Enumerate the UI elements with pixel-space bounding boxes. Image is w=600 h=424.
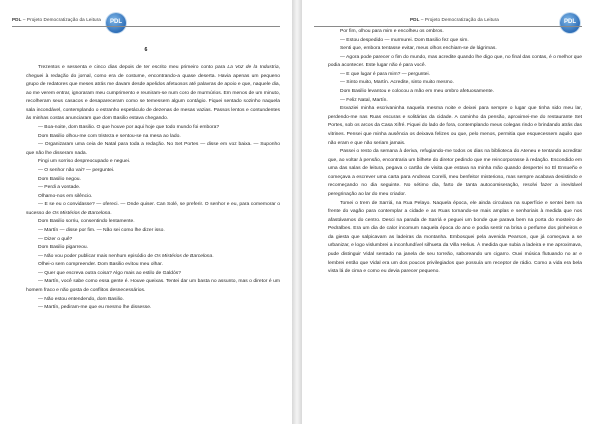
page-number: 6: [144, 47, 148, 53]
paragraph-text: Passei o resto da semana à deriva, refugiando-me todos os dias na biblioteca do Ateneu e tentando acreditar que, ao voltar à pensão, encontraria um bilhete do diretor pedindo que me reincorporasse à redação. Escondido em uma das salas de leitura, pegava o cartão de visita que estava na minha mão quando despertei no El Ensueño e começava a escrever uma carta para Andreas Corelli, meu benfeitor misterioso, mas sempre acabava desistindo e recomeçando no dia seguinte. No sétimo dia, farto de tanta autocomiseração, resolvi fazer a inevitável peregrinação ao lar do meu criador.: [328, 149, 582, 197]
paragraph-text: Olhei-o sem compreender. Dom Basilio evitou meu olhar.: [38, 262, 163, 268]
paragraph-text-after: .: [110, 210, 112, 216]
paragraph-text: Fingi um sorriso despreocupado e neguei.: [38, 159, 131, 165]
paragraph: [26, 304, 280, 313]
paragraph: [26, 296, 280, 305]
logo-text: PDL: [564, 19, 576, 25]
paragraph: [328, 97, 582, 106]
paragraph-text: — Perdi a vontade.: [38, 185, 81, 191]
paragraph-text: — E que lugar é para mim? — perguntei.: [340, 71, 431, 77]
paragraph-text: — Dizer o quê?: [38, 236, 73, 242]
paragraph-text: — Não vou poder publicar mais nenhum episódio de: [38, 253, 155, 259]
paragraph: [26, 158, 280, 167]
paragraph-text: Olhamo-nos em silêncio.: [38, 193, 93, 199]
paragraph: [26, 167, 280, 176]
header-text: [410, 17, 499, 22]
paragraph: [328, 200, 582, 277]
paragraph: [26, 244, 280, 253]
paragraph-text: — Agora pode parecer o fim do mundo, mas acredite quando lhe digo que, no final das contas, é o melhor que podia acontecer. Este lugar não é para você.: [328, 54, 582, 69]
paragraph-text: Dom Basilio pigarreou.: [38, 245, 88, 251]
paragraph-text: Dom Basilio negou.: [38, 176, 81, 182]
paragraph-text: Tomei o trem de Sarriá, na Rua Pelayo. Naquela época, ele ainda circulava na superfície e sentei bem na frente do vagão para contemplar a cidade e as Ruas tornando-se mais amplas e senhoriais à medida que nos afastávamos do centro. Desci na parada de Sarriá e peguei um bonde que parava bem na porta do mosteiro de Pedralbes. Era um dia de calor incomum naquela época do ano e podia sentir na brisa o perfume dos pinheiros e da giesta que salpicavam as ladeiras da montanha. Embosquei pela avenida Pearson, que já começava a se urbanizar, e logo vislumbrei a inconfundível silhueta da Villa Helius. À medida que subia a ladeira e me aproximava, pude distinguir Vidal sentado na janela de seu torreão, saboreando um cigarro. Ouvi música flutuando no ar e lembrei então que Vidal era um dos poucos privilegiados que possuía um receptor de rádio. Como a vida era bela vista lá de cima e como eu devia parecer pequeno.: [328, 200, 582, 275]
right-page: [302, 0, 594, 424]
paragraph: [26, 278, 280, 295]
paragraph-text: Dom Basilio levantou e colocou a mão em meu ombro afetuosamente.: [340, 89, 494, 95]
paragraph-text: Senti que, embora tentasse evitar, meus olhos enchiam-se de lágrimas.: [340, 46, 497, 52]
italic-title: Os Mistérios de Barcelona: [154, 253, 213, 259]
paragraph-text: — E se eu o convidasse? — ofereci. — Onde quiser. Can Solé, se preferir. O senhor e eu, para comemorar o sucesso de: [26, 202, 280, 216]
header-subtitle: – Projeto Democratização da Leitura: [420, 17, 499, 22]
paragraph-text: Dom Basilio olhou-me com tristeza e sentou-se na mesa ao lado.: [38, 133, 181, 139]
header-text: [12, 17, 101, 22]
header-brand: PDL: [410, 17, 420, 22]
paragraph-text: — O senhor não vai? — perguntei.: [38, 167, 115, 173]
paragraph-text: — Estou despedido — murmurei. Dom Basilio fez que sim.: [340, 37, 469, 43]
left-page: [0, 0, 292, 424]
paragraph-text: Esvaziei minha escrivaninha naquela mesma noite e deixei para sempre o lugar que tinha sido meu lar, perdendo-me nas Ruas escuras e solitárias da cidade. A caminho da pensão, aproximei-me do restaurante Set Portes, sob os arcos da Casa Xifré. Fiquei do lado de fora, contemplando meus colegas rindo e brindando atrás das vitrines. Pensei que minha ausência os deixava felizes ou que, pelo menos, permitia que esquecessem aquilo que não eram e que não seriam jamais.: [328, 106, 582, 146]
paragraph: [26, 261, 280, 270]
paragraph: [328, 148, 582, 199]
italic-title: Os Mistérios de Barcelona: [52, 210, 111, 216]
paragraph-text: — Não estou entendendo, dom Basilio.: [38, 296, 124, 302]
italic-title: La Voz de la Industria: [227, 65, 279, 70]
header-rule: [314, 26, 582, 27]
paragraph-text: Por fim, olhou para mim e encolheu os ombros.: [340, 29, 444, 34]
paragraph: [26, 193, 280, 202]
pdl-logo-icon: [106, 13, 126, 33]
paragraph: [26, 253, 280, 262]
right-page-text: [328, 28, 582, 277]
paragraph: [328, 37, 582, 46]
paragraph-text: Dom Basilio sorriu, consentindo lentamente.: [38, 219, 135, 225]
header-rule: [12, 26, 280, 27]
paragraph: [328, 54, 582, 71]
paragraph-text: — Feliz Natal, Martín.: [340, 97, 388, 103]
logo-text: PDL: [110, 19, 122, 25]
header-subtitle: – Projeto Democratização da Leitura: [22, 17, 101, 22]
paragraph: [328, 88, 582, 97]
paragraph: [26, 64, 280, 124]
paragraph: [26, 133, 280, 142]
left-page-text: [26, 64, 280, 313]
paragraph-text: — Organizaram uma ceia de Natal para toda a redação. No Set Portes — disse em voz baixa. — Suponho que não lhe disseram nada.: [26, 142, 280, 156]
paragraph: [328, 79, 582, 88]
book-gutter: [292, 0, 302, 424]
header-brand: PDL: [12, 17, 22, 22]
paragraph: [328, 28, 582, 37]
paragraph-text: — Martín — disse por fim. — Não sei como lhe dizer isso.: [38, 227, 165, 233]
paragraph: [328, 105, 582, 148]
paragraph-text-after: , cheguei à redação do jornal, como era de costume, encontrando-a quase deserta. Havia apenas um pequeno grupo de redatores que meses atrás me davam desde apelidos afetuosos até palavras de apoio e que, naquele dia, ao me verem entrar, ignoraram meu cumprimento e reuniram-se num coro de murmúrios. Em menos de um minuto, recolheram seus casacos e desapareceram como se temessem algum contágio. Fiquei sentado sozinho naquela sala incondável, contemplando o estranho espetáculo de dezenas de mesas vazias. Passos lentos e contundentes às minhas costas anunciaram que dom Basilio estava chegando.: [26, 65, 281, 122]
paragraph: [26, 141, 280, 158]
paragraph-text: Trezentos e sessenta e cinco dias depois de ter escrito meu primeiro conto para: [38, 65, 228, 70]
paragraph-text-after: .: [212, 253, 214, 259]
paragraph-text: — Boa-noite, dom Basilio. O que houve por aqui hoje que todo mundo foi embora?: [38, 125, 220, 131]
paragraph: [328, 45, 582, 54]
paragraph-text: — Sinto muito, Martín. Acredite, sinto muito mesmo.: [340, 80, 454, 86]
paragraph: [26, 236, 280, 245]
paragraph: [26, 201, 280, 218]
paragraph: [26, 184, 280, 193]
paragraph-text: — Martín, você sabe como essa gente é. Houve queixas. Tentei dar um basta no assunto, mas o diretor é um homem fraco e não gosta de conflitos desnecessários.: [26, 279, 280, 294]
paragraph: [26, 227, 280, 236]
paragraph: [26, 176, 280, 185]
paragraph: [328, 71, 582, 80]
paragraph-text: — Martín, pediram-me que eu mesmo lhe dissesse.: [38, 305, 152, 311]
paragraph: [26, 270, 280, 279]
paragraph-text: — Quer que escreva outra coisa? Algo mais ao estilo de Galdós?: [38, 270, 181, 276]
paragraph: [26, 124, 280, 133]
paragraph: [26, 218, 280, 227]
